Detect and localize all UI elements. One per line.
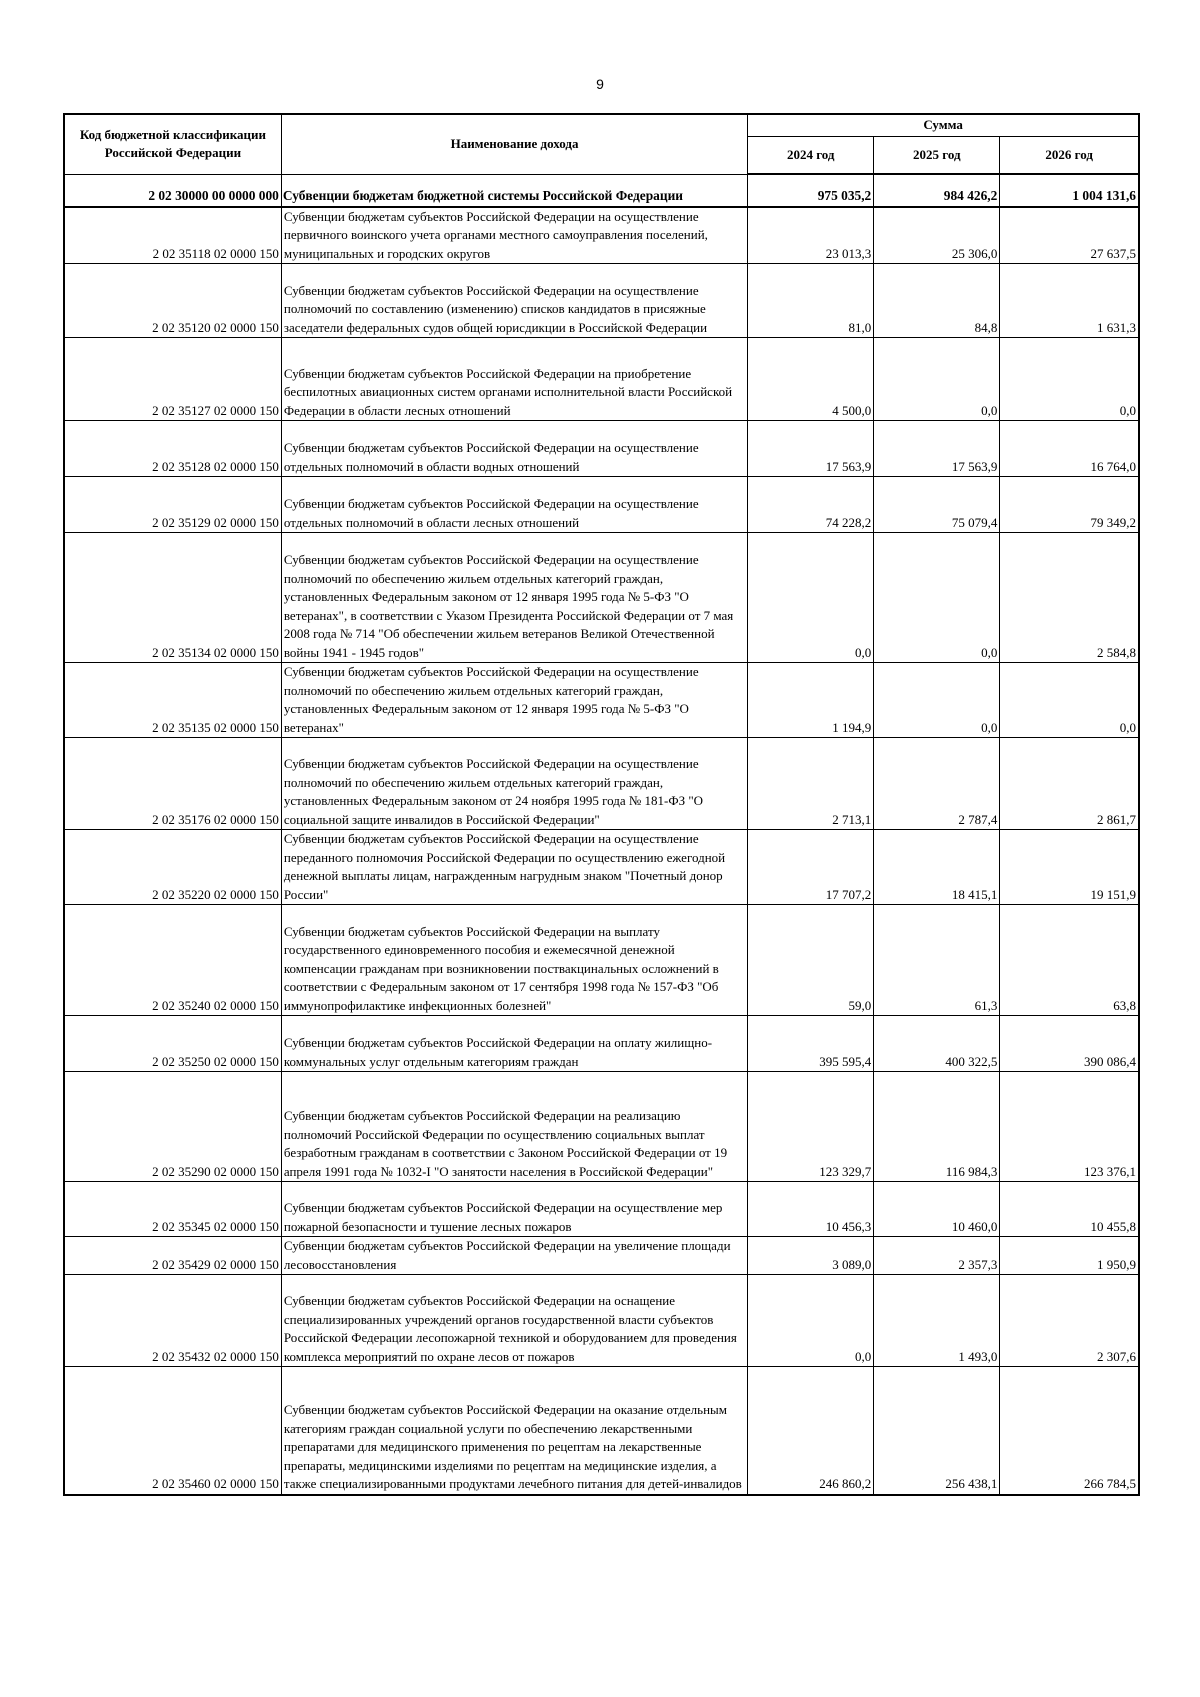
- row-name: Субвенции бюджетам субъектов Российской Федерации на осуществление полномочий по обеспечению жильем отдельных категорий граждан, установленных Федеральным законом от 12 января 1995 года № 5-ФЗ "О ветеранах": [281, 663, 747, 738]
- spacer-row: [64, 174, 1139, 187]
- table-row: [64, 421, 1139, 477]
- row-2024: 1 194,9: [748, 663, 874, 738]
- table-row: [64, 1275, 1139, 1367]
- row-name: Субвенции бюджетам субъектов Российской Федерации на осуществление отдельных полномочий в области лесных отношений: [281, 477, 747, 533]
- row-2024: 17 707,2: [748, 830, 874, 905]
- row-code: 2 02 35129 02 0000 150: [64, 477, 281, 533]
- row-2025: 17 563,9: [874, 421, 1000, 477]
- row-name: Субвенции бюджетам субъектов Российской Федерации на приобретение беспилотных авиационных систем органами исполнительной власти Российской Федерации в области лесных отношений: [281, 338, 747, 421]
- row-2024: 81,0: [748, 264, 874, 338]
- row-code: 2 02 35134 02 0000 150: [64, 533, 281, 663]
- row-2025: 10 460,0: [874, 1182, 1000, 1237]
- row-2024: 123 329,7: [748, 1072, 874, 1182]
- row-name: Субвенции бюджетам субъектов Российской Федерации на реализацию полномочий Российской Федерации по осуществлению социальных выплат безработным гражданам в соответствии с Законом Российской Федерации от 19 апреля 1991 года № 1032-I "О занятости населения в Российской Федерации": [281, 1072, 747, 1182]
- row-2026: 2 307,6: [1000, 1275, 1139, 1367]
- row-2024: 0,0: [748, 533, 874, 663]
- row-2025: 84,8: [874, 264, 1000, 338]
- row-code: 2 02 35250 02 0000 150: [64, 1016, 281, 1072]
- row-2024: 74 228,2: [748, 477, 874, 533]
- row-2026: 16 764,0: [1000, 421, 1139, 477]
- row-2026: 79 349,2: [1000, 477, 1139, 533]
- table-row: [64, 1237, 1139, 1275]
- row-2024: 0,0: [748, 1275, 874, 1367]
- row-2025: 61,3: [874, 905, 1000, 1016]
- row-code: 2 02 35118 02 0000 150: [64, 207, 281, 264]
- row-2026: 19 151,9: [1000, 830, 1139, 905]
- table-row: [64, 738, 1139, 830]
- row-2025: 0,0: [874, 663, 1000, 738]
- row-2025: 400 322,5: [874, 1016, 1000, 1072]
- row-2026: 1 950,9: [1000, 1237, 1139, 1275]
- row-2026: 1 631,3: [1000, 264, 1139, 338]
- row-2026: 27 637,5: [1000, 207, 1139, 264]
- row-code: 2 02 35429 02 0000 150: [64, 1237, 281, 1275]
- row-name: Субвенции бюджетам субъектов Российской Федерации на оснащение специализированных учреждений органов государственной власти субъектов Российской Федерации лесопожарной техникой и оборудованием для проведения комплекса мероприятий по охране лесов от пожаров: [281, 1275, 747, 1367]
- row-name: Субвенции бюджетам субъектов Российской Федерации на осуществление переданного полномочия Российской Федерации по осуществлению ежегодной денежной выплаты лицам, награжденным нагрудным знаком "Почетный донор России": [281, 830, 747, 905]
- row-2025: 0,0: [874, 533, 1000, 663]
- row-code: 2 02 35432 02 0000 150: [64, 1275, 281, 1367]
- row-2026: 63,8: [1000, 905, 1139, 1016]
- row-2025: 2 357,3: [874, 1237, 1000, 1275]
- row-name: Субвенции бюджетам субъектов Российской Федерации на осуществление полномочий по обеспечению жильем отдельных категорий граждан, установленных Федеральным законом от 24 ноября 1995 года № 181-ФЗ "О социальной защите инвалидов в Российской Федерации": [281, 738, 747, 830]
- header-year-2026: 2026 год: [1000, 136, 1139, 174]
- row-2024: 23 013,3: [748, 207, 874, 264]
- row-2025: 116 984,3: [874, 1072, 1000, 1182]
- total-2026: 1 004 131,6: [1000, 187, 1139, 207]
- row-code: 2 02 35128 02 0000 150: [64, 421, 281, 477]
- row-code: 2 02 35345 02 0000 150: [64, 1182, 281, 1237]
- header-code: Код бюджетной классификации Российской Федерации: [64, 114, 281, 174]
- row-name: Субвенции бюджетам субъектов Российской Федерации на осуществление первичного воинского учета органами местного самоуправления поселений, муниципальных и городских округов: [281, 207, 747, 264]
- table-row: [64, 1182, 1139, 1237]
- row-code: 2 02 35127 02 0000 150: [64, 338, 281, 421]
- row-2025: 1 493,0: [874, 1275, 1000, 1367]
- total-code: 2 02 30000 00 0000 000: [64, 187, 281, 207]
- row-2026: 2 861,7: [1000, 738, 1139, 830]
- header-sum: Сумма: [748, 114, 1139, 136]
- row-2024: 17 563,9: [748, 421, 874, 477]
- row-2025: 256 438,1: [874, 1367, 1000, 1495]
- row-2025: 25 306,0: [874, 207, 1000, 264]
- row-2024: 10 456,3: [748, 1182, 874, 1237]
- row-2025: 0,0: [874, 338, 1000, 421]
- row-2025: 75 079,4: [874, 477, 1000, 533]
- table-row: [64, 264, 1139, 338]
- total-2024: 975 035,2: [748, 187, 874, 207]
- row-name: Субвенции бюджетам субъектов Российской Федерации на оказание отдельным категориям граждан социальной услуги по обеспечению лекарственными препаратами для медицинского применения по рецептам на лекарственные препараты, медицинскими изделиями по рецептам на медицинские изделия, а также специализированными продуктами лечебного питания для детей-инвалидов: [281, 1367, 747, 1495]
- row-code: 2 02 35460 02 0000 150: [64, 1367, 281, 1495]
- row-name: Субвенции бюджетам субъектов Российской Федерации на оплату жилищно-коммунальных услуг отдельным категориям граждан: [281, 1016, 747, 1072]
- row-2026: 10 455,8: [1000, 1182, 1139, 1237]
- table-header: [64, 114, 1139, 174]
- row-2025: 2 787,4: [874, 738, 1000, 830]
- row-2026: 390 086,4: [1000, 1016, 1139, 1072]
- row-name: Субвенции бюджетам субъектов Российской Федерации на осуществление полномочий по обеспечению жильем отдельных категорий граждан, установленных Федеральным законом от 12 января 1995 года № 5-ФЗ "О ветеранах", в соответствии с Указом Президента Российской Федерации от 7 мая 2008 года № 714 "Об обеспечении жильем ветеранов Великой Отечественной войны 1941 - 1945 годов": [281, 533, 747, 663]
- row-2026: 266 784,5: [1000, 1367, 1139, 1495]
- row-name: Субвенции бюджетам субъектов Российской Федерации на увеличение площади лесовосстановления: [281, 1237, 747, 1275]
- row-2026: 2 584,8: [1000, 533, 1139, 663]
- total-2025: 984 426,2: [874, 187, 1000, 207]
- row-2026: 0,0: [1000, 338, 1139, 421]
- page-number: 9: [596, 76, 604, 92]
- table-row: [64, 338, 1139, 421]
- table-row: [64, 533, 1139, 663]
- total-row: [64, 187, 1139, 207]
- row-code: 2 02 35135 02 0000 150: [64, 663, 281, 738]
- row-2026: 123 376,1: [1000, 1072, 1139, 1182]
- table-row: [64, 1016, 1139, 1072]
- row-code: 2 02 35120 02 0000 150: [64, 264, 281, 338]
- header-year-2025: 2025 год: [874, 136, 1000, 174]
- table-row: [64, 663, 1139, 738]
- table-row: [64, 1072, 1139, 1182]
- header-year-2024: 2024 год: [748, 136, 874, 174]
- row-2024: 2 713,1: [748, 738, 874, 830]
- row-2024: 4 500,0: [748, 338, 874, 421]
- revenue-table: [63, 113, 1140, 1496]
- row-code: 2 02 35290 02 0000 150: [64, 1072, 281, 1182]
- row-2024: 246 860,2: [748, 1367, 874, 1495]
- row-2026: 0,0: [1000, 663, 1139, 738]
- table-row: [64, 207, 1139, 264]
- table-row: [64, 1367, 1139, 1495]
- row-name: Субвенции бюджетам субъектов Российской Федерации на осуществление отдельных полномочий в области водных отношений: [281, 421, 747, 477]
- header-name: Наименование дохода: [281, 114, 747, 174]
- table-body: [64, 174, 1139, 1495]
- row-code: 2 02 35240 02 0000 150: [64, 905, 281, 1016]
- row-code: 2 02 35176 02 0000 150: [64, 738, 281, 830]
- table-row: [64, 477, 1139, 533]
- row-2024: 395 595,4: [748, 1016, 874, 1072]
- table-row: [64, 905, 1139, 1016]
- row-2024: 59,0: [748, 905, 874, 1016]
- row-2024: 3 089,0: [748, 1237, 874, 1275]
- row-name: Субвенции бюджетам субъектов Российской Федерации на выплату государственного единовременного пособия и ежемесячной денежной компенсации гражданам при возникновении поствакцинальных осложнений в соответствии с Федеральным законом от 17 сентября 1998 года № 157-ФЗ "Об иммунопрофилактике инфекционных болезней": [281, 905, 747, 1016]
- row-name: Субвенции бюджетам субъектов Российской Федерации на осуществление мер пожарной безопасности и тушение лесных пожаров: [281, 1182, 747, 1237]
- row-2025: 18 415,1: [874, 830, 1000, 905]
- total-name: Субвенции бюджетам бюджетной системы Российской Федерации: [281, 187, 747, 207]
- row-name: Субвенции бюджетам субъектов Российской Федерации на осуществление полномочий по составлению (изменению) списков кандидатов в присяжные заседатели федеральных судов общей юрисдикции в Российской Федерации: [281, 264, 747, 338]
- row-code: 2 02 35220 02 0000 150: [64, 830, 281, 905]
- table-row: [64, 830, 1139, 905]
